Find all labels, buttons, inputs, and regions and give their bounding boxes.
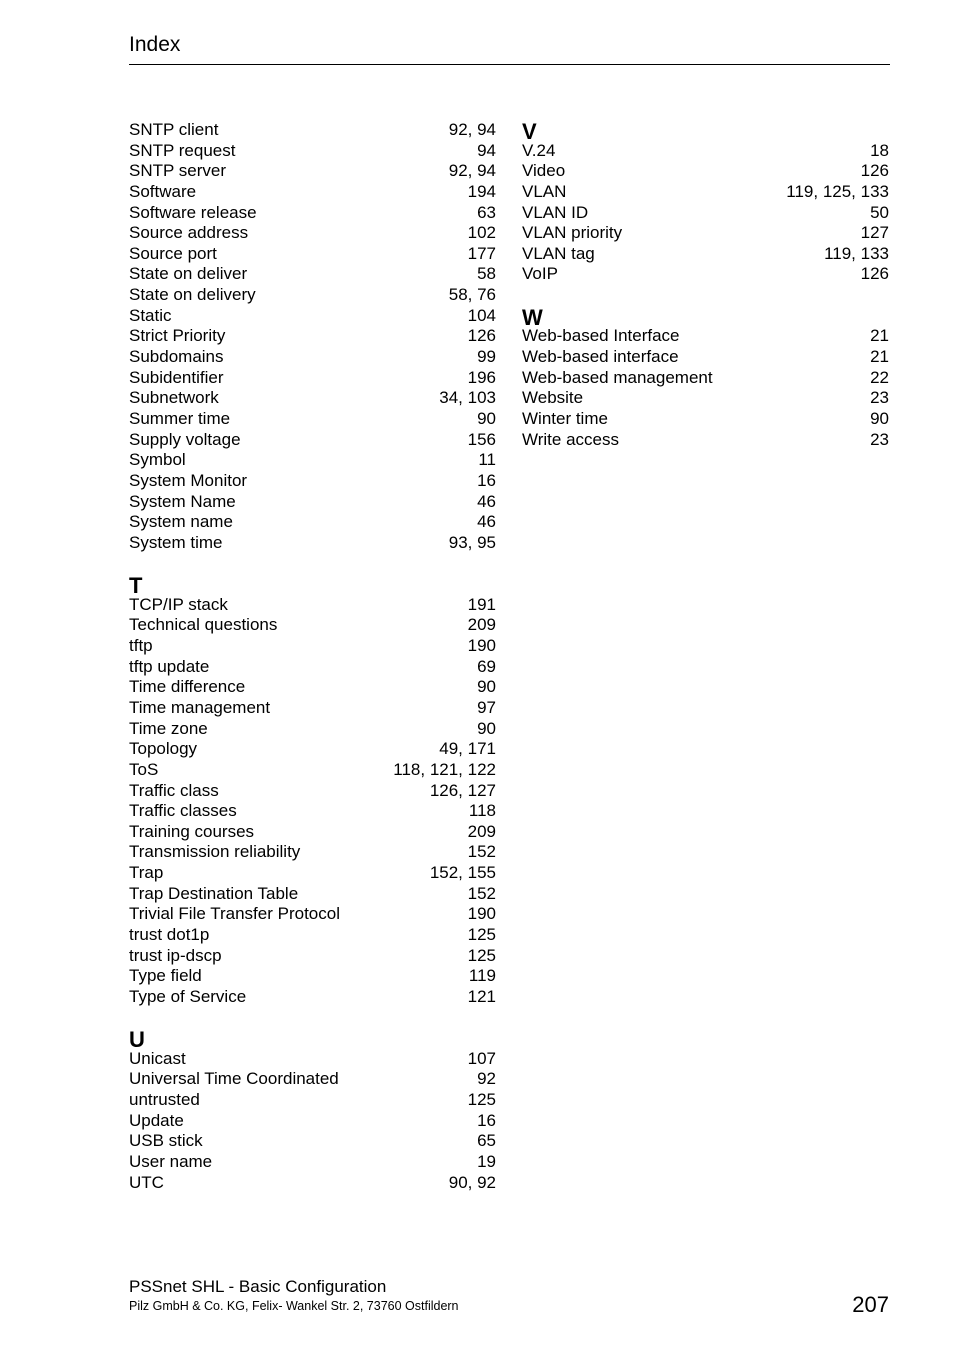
index-page-refs: 18	[870, 140, 889, 160]
index-page-refs: 156	[467, 429, 496, 449]
index-page-refs: 125	[467, 1090, 496, 1110]
index-page-refs: 90, 92	[448, 1172, 496, 1192]
index-page-refs: 152	[467, 842, 496, 862]
index-page-refs: 126	[467, 326, 496, 346]
index-term: SNTP server	[129, 161, 226, 181]
index-page-refs: 63	[477, 202, 496, 222]
index-term: Static	[129, 305, 172, 325]
index-term: ToS	[129, 759, 159, 779]
index-page-refs: 126	[860, 264, 889, 284]
index-entry	[129, 1131, 496, 1152]
index-term: USB stick	[129, 1131, 203, 1151]
index-entry	[129, 801, 496, 822]
index-page-refs: 23	[870, 429, 889, 449]
index-entry	[129, 677, 496, 698]
index-term: Write access	[522, 429, 619, 449]
index-entry	[129, 760, 496, 781]
index-entry	[129, 409, 496, 430]
index-term: Type of Service	[129, 986, 247, 1006]
index-term: Time management	[129, 697, 271, 717]
index-term: State on delivery	[129, 285, 256, 305]
index-entry	[129, 987, 496, 1008]
index-term: Strict Priority	[129, 326, 226, 346]
index-term: SNTP request	[129, 140, 236, 160]
index-entry	[522, 326, 889, 347]
index-page-refs: 126, 127	[429, 780, 496, 800]
index-term: Transmission reliability	[129, 842, 301, 862]
index-entry	[522, 161, 889, 182]
index-entry	[129, 595, 496, 616]
index-page-refs: 23	[870, 388, 889, 408]
index-page-refs: 126	[860, 161, 889, 181]
index-page-refs: 125	[467, 945, 496, 965]
index-page-refs: 196	[467, 367, 496, 387]
index-section-letter: W	[522, 304, 543, 330]
index-entry	[522, 430, 889, 451]
index-entry	[129, 533, 496, 554]
index-page-refs: 125	[467, 924, 496, 944]
index-page-refs: 16	[477, 1110, 496, 1130]
index-entry	[129, 512, 496, 533]
index-term: VLAN priority	[522, 223, 623, 243]
section-spacer	[522, 285, 889, 306]
index-term: System Name	[129, 491, 236, 511]
index-term: TCP/IP stack	[129, 594, 228, 614]
index-entry	[129, 285, 496, 306]
index-term: Software release	[129, 202, 257, 222]
index-term: Source port	[129, 243, 217, 263]
index-page-refs: 34, 103	[439, 388, 496, 408]
index-term: Symbol	[129, 450, 186, 470]
index-page-refs: 209	[467, 615, 496, 635]
index-term: Subnetwork	[129, 388, 219, 408]
index-page-refs: 104	[467, 305, 496, 325]
index-page-refs: 92	[477, 1069, 496, 1089]
index-page-refs: 58, 76	[448, 285, 496, 305]
index-entry	[522, 264, 889, 285]
index-page-refs: 93, 95	[448, 532, 496, 552]
index-term: Web-based management	[522, 367, 713, 387]
index-entry	[129, 615, 496, 636]
index-entry	[129, 203, 496, 224]
index-term: Source address	[129, 223, 249, 243]
index-entry	[129, 719, 496, 740]
section-spacer	[129, 553, 496, 574]
index-page-refs: 92, 94	[448, 161, 496, 181]
index-entry	[129, 1069, 496, 1090]
index-entry	[129, 244, 496, 265]
index-page-refs: 90	[477, 677, 496, 697]
index-entry	[129, 306, 496, 327]
index-entry	[129, 946, 496, 967]
index-entry	[129, 182, 496, 203]
header-divider	[129, 64, 890, 65]
index-entry	[129, 1090, 496, 1111]
index-entry	[129, 368, 496, 389]
index-term: Subdomains	[129, 347, 224, 367]
index-term: User name	[129, 1152, 213, 1172]
index-page-refs: 177	[467, 243, 496, 263]
footer-document-title: PSSnet SHL - Basic Configuration	[129, 1277, 387, 1296]
section-spacer	[129, 1008, 496, 1029]
index-term: trust ip-dscp	[129, 945, 222, 965]
index-page-refs: 21	[870, 347, 889, 367]
index-page-refs: 191	[467, 594, 496, 614]
index-page-refs: 118, 121, 122	[393, 759, 496, 779]
index-page-refs: 50	[870, 202, 889, 222]
index-page-refs: 90	[870, 408, 889, 428]
index-entry	[129, 450, 496, 471]
index-term: Website	[522, 388, 584, 408]
index-entry	[129, 1152, 496, 1173]
index-page-refs: 152, 155	[429, 863, 496, 883]
index-entry	[522, 203, 889, 224]
index-entry	[129, 492, 496, 513]
index-page-refs: 119, 125, 133	[786, 181, 889, 201]
footer-publisher-address: Pilz GmbH & Co. KG, Felix- Wankel Str. 2, 73760 Ostfildern	[129, 1299, 459, 1313]
index-page-refs: 46	[477, 512, 496, 532]
index-page-refs: 190	[467, 636, 496, 656]
index-page-refs: 16	[477, 470, 496, 490]
index-entry	[129, 347, 496, 368]
index-term: VoIP	[522, 264, 558, 284]
index-entry	[129, 1111, 496, 1132]
index-page-refs: 22	[870, 367, 889, 387]
index-section-letter: T	[129, 573, 143, 599]
index-term: State on deliver	[129, 264, 248, 284]
index-entry	[129, 430, 496, 451]
index-term: tftp update	[129, 656, 210, 676]
index-page-refs: 102	[467, 223, 496, 243]
index-term: Type field	[129, 966, 202, 986]
index-term: Unicast	[129, 1048, 186, 1068]
index-entry	[129, 781, 496, 802]
index-entry	[522, 409, 889, 430]
index-entry	[522, 244, 889, 265]
index-entry	[129, 636, 496, 657]
index-term: System name	[129, 512, 233, 532]
index-entry	[129, 863, 496, 884]
index-entry	[129, 822, 496, 843]
index-page-refs: 19	[477, 1152, 496, 1172]
index-page-refs: 65	[477, 1131, 496, 1151]
index-page-refs: 194	[467, 181, 496, 201]
index-page-refs: 90	[477, 408, 496, 428]
index-term: Winter time	[522, 408, 608, 428]
index-term: Trap Destination Table	[129, 883, 299, 903]
index-term: Traffic classes	[129, 801, 237, 821]
index-page-refs: 127	[860, 223, 889, 243]
index-page-refs: 209	[467, 821, 496, 841]
index-entry	[522, 223, 889, 244]
index-term: Trivial File Transfer Protocol	[129, 904, 340, 924]
index-term: Traffic class	[129, 780, 219, 800]
index-term: trust dot1p	[129, 924, 210, 944]
index-section-letter: V	[522, 119, 537, 144]
index-entry	[522, 347, 889, 368]
index-term: System time	[129, 532, 223, 552]
index-term: Topology	[129, 739, 198, 759]
index-entry	[129, 925, 496, 946]
index-section-letter: U	[129, 1027, 145, 1053]
index-page-refs: 121	[467, 986, 496, 1006]
index-entry	[129, 326, 496, 347]
index-page-refs: 97	[477, 697, 496, 717]
index-entry	[129, 141, 496, 162]
index-term: VLAN	[522, 181, 567, 201]
index-entry	[129, 388, 496, 409]
index-page-refs: 11	[478, 450, 496, 470]
index-term: Update	[129, 1110, 184, 1130]
index-term: Training courses	[129, 821, 255, 841]
index-column-left	[129, 120, 496, 1193]
index-entry	[522, 182, 889, 203]
index-term: Technical questions	[129, 615, 278, 635]
index-term: Web-based Interface	[522, 326, 680, 346]
page-header-title: Index	[129, 33, 181, 56]
index-page-refs: 99	[477, 347, 496, 367]
index-term: Video	[522, 161, 566, 181]
index-page-refs: 107	[467, 1048, 496, 1068]
index-term: Summer time	[129, 408, 231, 428]
index-term: System Monitor	[129, 470, 248, 490]
index-term: untrusted	[129, 1090, 200, 1110]
index-entry	[129, 698, 496, 719]
index-entry	[129, 842, 496, 863]
index-page-refs: 46	[477, 491, 496, 511]
index-entry	[129, 904, 496, 925]
index-page-refs: 94	[477, 140, 496, 160]
index-page-refs: 21	[870, 326, 889, 346]
index-entry	[129, 161, 496, 182]
index-term: Trap	[129, 863, 164, 883]
index-entry	[129, 120, 496, 141]
index-page-refs: 90	[477, 718, 496, 738]
index-entry	[129, 471, 496, 492]
index-page-refs: 58	[477, 264, 496, 284]
index-entry	[129, 223, 496, 244]
index-term: Time difference	[129, 677, 246, 697]
index-entry	[129, 966, 496, 987]
index-term: VLAN tag	[522, 243, 595, 263]
index-term: Subidentifier	[129, 367, 224, 387]
index-term: Time zone	[129, 718, 208, 738]
index-entry	[522, 368, 889, 389]
index-page-refs: 118	[468, 801, 496, 821]
index-term: Universal Time Coordinated	[129, 1069, 339, 1089]
index-term: SNTP client	[129, 120, 219, 139]
index-column-right	[522, 120, 889, 450]
index-term: Web-based interface	[522, 347, 679, 367]
index-page-refs: 152	[467, 883, 496, 903]
index-entry	[129, 1049, 496, 1070]
index-page-refs: 92, 94	[448, 120, 496, 139]
index-term: V.24	[522, 140, 556, 160]
index-term: VLAN ID	[522, 202, 589, 222]
index-entry	[129, 739, 496, 760]
index-entry	[129, 1173, 496, 1194]
index-page-refs: 119	[468, 966, 496, 986]
index-term: Software	[129, 181, 197, 201]
index-entry	[129, 884, 496, 905]
index-term: tftp	[129, 636, 153, 656]
index-entry	[522, 141, 889, 162]
index-page-refs: 69	[477, 656, 496, 676]
index-term: Supply voltage	[129, 429, 241, 449]
index-page-refs: 119, 133	[824, 243, 889, 263]
index-entry	[129, 264, 496, 285]
index-page-refs: 49, 171	[439, 739, 496, 759]
index-term: UTC	[129, 1172, 164, 1192]
page-number: 207	[852, 1292, 889, 1317]
index-page-refs: 190	[467, 904, 496, 924]
index-entry	[129, 657, 496, 678]
index-entry	[522, 388, 889, 409]
